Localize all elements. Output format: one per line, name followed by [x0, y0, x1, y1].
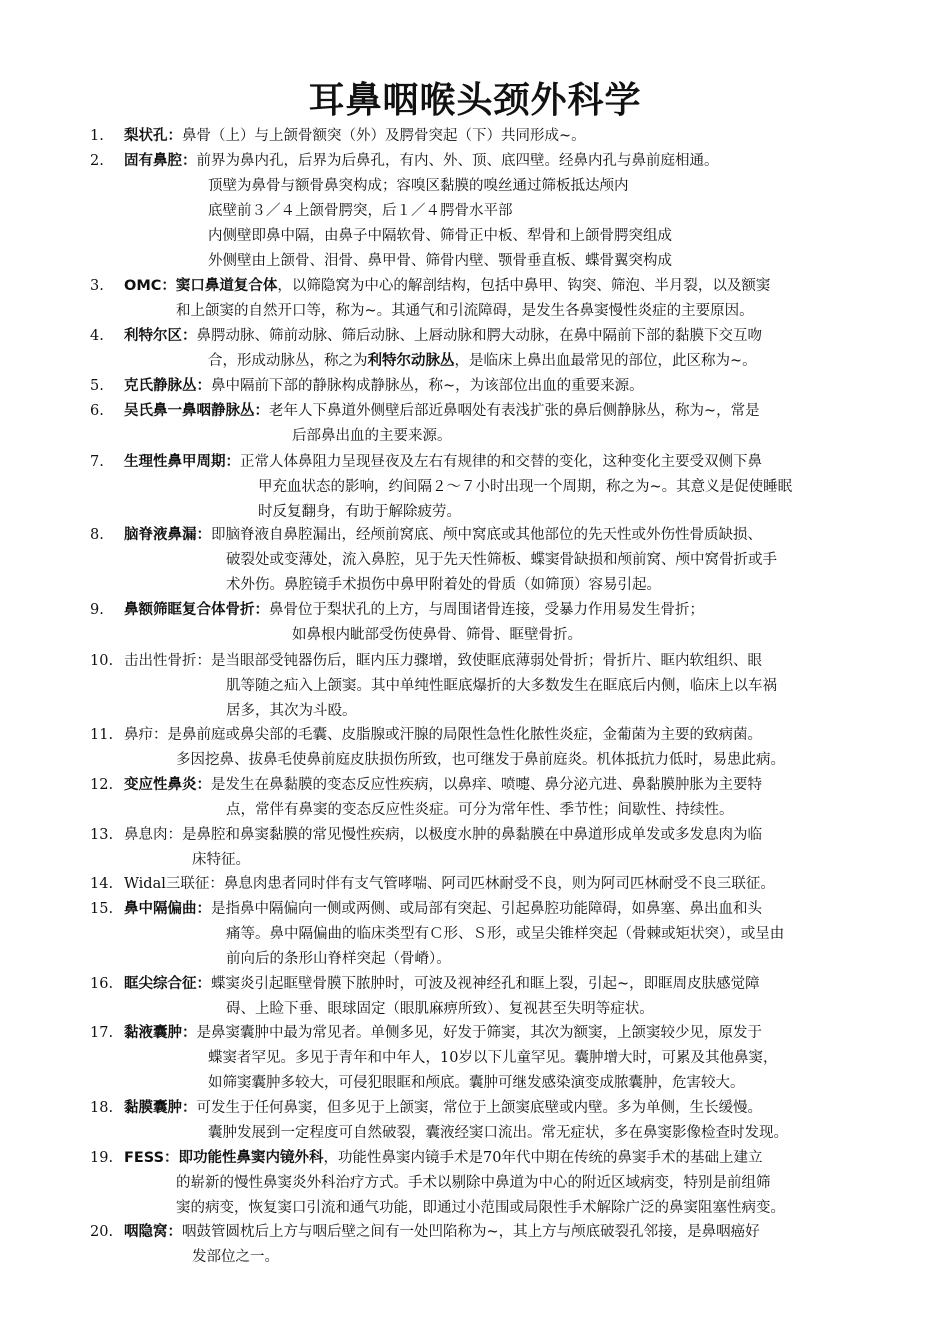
item-line: 窦的病变，恢复窦口引流和通气功能，即通过小范围或局限性手术解除广泛的鼻窦阻塞性病变。 [176, 1200, 785, 1216]
item-line: 底壁前３／４上颌骨腭突，后１／４腭骨水平部 [208, 203, 513, 219]
item-number: 17. [90, 1025, 114, 1041]
item-number: 1. [90, 128, 104, 144]
item-term: 鼻中隔偏曲： [124, 901, 211, 917]
item-number: 16. [90, 976, 114, 992]
item-emphasis: 利特尔动脉丛 [367, 353, 455, 369]
item-line: 可发生于任何鼻窦，但多见于上颌窦，常位于上颌窦底壁或内壁。多为单侧，生长缓慢。 [196, 1100, 762, 1116]
item-line: 是发生在鼻黏膜的变态反应性疾病，以鼻痒、喷嚏、鼻分泌亢进、鼻黏膜肿胀为主要特 [211, 777, 762, 793]
page-title: 耳鼻咽喉头颈外科学 [308, 80, 642, 121]
item-line: 是鼻腔和鼻窦黏膜的常见慢性疾病，以极度水肿的鼻黏膜在中鼻道形成单发或多发息肉为临 [182, 827, 762, 843]
item-line: 发部位之一。 [192, 1249, 279, 1265]
item-term: OMC：窦口鼻道复合体 [124, 278, 278, 294]
item-number: 9. [90, 602, 104, 618]
item-line: 即脑脊液自鼻腔漏出，经颅前窝底、颅中窝底或其他部位的先天性或外伤性骨质缺损、 [211, 527, 762, 543]
item-number: 3. [90, 278, 104, 294]
item-line: 鼻骨位于梨状孔的上方，与周围诸骨连接，受暴力作用易发生骨折； [269, 602, 704, 618]
item-line: 破裂处或变薄处，流入鼻腔，见于先天性筛板、蝶窦骨缺损和颅前窝、颅中窝骨折或手 [226, 552, 777, 568]
item-term: 变应性鼻炎： [124, 777, 211, 793]
item-line: 是鼻前庭或鼻尖部的毛囊、皮脂腺或汗腺的局限性急性化脓性炎症，金葡菌为主要的致病菌。 [167, 727, 762, 743]
item-line: 是指鼻中隔偏向一侧或两侧、或局部有突起、引起鼻腔功能障碍，如鼻塞、鼻出血和头 [211, 901, 762, 917]
item-number: 11. [90, 727, 114, 743]
item-line: 多因挖鼻、拔鼻毛使鼻前庭皮肤损伤所致，也可继发于鼻前庭炎。机体抵抗力低时，易患此病。 [176, 752, 785, 768]
item-line: ，是临床上鼻出血最常见的部位，此区称为~。 [454, 353, 757, 369]
item-line: 后部鼻出血的主要来源。 [292, 428, 452, 444]
item-line: 前向后的条形山脊样突起（骨嵴）。 [226, 951, 451, 967]
item-line: 外侧壁由上颌骨、泪骨、鼻甲骨、筛骨内壁、颚骨垂直板、蝶骨翼突构成 [208, 253, 672, 269]
item-term: 击出性骨折： [124, 653, 211, 669]
item-line: 时反复翻身，有助于解除疲劳。 [258, 504, 461, 520]
item-line: 的崭新的慢性鼻窦炎外科治疗方式。手术以剔除中鼻道为中心的附近区域病变，特别是前组筛 [176, 1175, 771, 1191]
item-line: 正常人体鼻阻力呈现昼夜及左右有规律的和交替的变化，这种变化主要受双侧下鼻 [240, 454, 762, 470]
item-line: 顶壁为鼻骨与额骨鼻突构成；容嗅区黏膜的嗅丝通过筛板抵达颅内 [208, 178, 629, 194]
item-number: 19. [90, 1150, 114, 1166]
item-line: ，以筛隐窝为中心的解剖结构，包括中鼻甲、钩突、筛泡、半月裂，以及额窦 [277, 278, 771, 294]
item-term: 鼻额筛眶复合体骨折： [124, 602, 269, 618]
item-line: 前界为鼻内孔，后界为后鼻孔，有内、外、顶、底四壁。经鼻内孔与鼻前庭相通。 [196, 153, 719, 169]
item-term: 脑脊液鼻漏： [124, 527, 211, 543]
item-term: 黏液囊肿： [124, 1025, 197, 1041]
item-line: 是当眼部受钝器伤后，眶内压力骤增，致使眶底薄弱处骨折；骨折片、眶内软组织、眼 [211, 653, 762, 669]
item-line: 和上颌窦的自然开口等，称为~。其通气和引流障碍，是发生各鼻窦慢性炎症的主要原因。 [176, 303, 754, 319]
item-number: 10. [90, 653, 114, 669]
item-number: 14. [90, 876, 114, 892]
item-line: 居多，其次为斗殴。 [226, 703, 357, 719]
item-line: 点，常伴有鼻窦的变态反应性炎症。可分为常年性、季节性；间歇性、持续性。 [226, 802, 734, 818]
item-term: 吴氏鼻一鼻咽静脉丛： [124, 403, 269, 419]
item-line: 鼻腭动脉、筛前动脉、筛后动脉、上唇动脉和腭大动脉，在鼻中隔前下部的黏膜下交互吻 [196, 328, 762, 344]
item-term: 鼻疖： [124, 727, 168, 743]
item-term: 眶尖综合征： [124, 976, 211, 992]
item-term: 鼻息肉： [124, 827, 182, 843]
item-term: 固有鼻腔： [124, 153, 197, 169]
item-line: 蝶窦者罕见。多见于青年和中年人，10岁以下儿童罕见。囊肿增大时，可累及其他鼻窦， [208, 1050, 778, 1066]
item-number: 7. [90, 454, 104, 470]
item-number: 12. [90, 777, 114, 793]
item-term: 利特尔区： [124, 328, 197, 344]
item-number: 5. [90, 378, 104, 394]
item-number: 18. [90, 1100, 114, 1116]
item-line: 老年人下鼻道外侧壁后部近鼻咽处有表浅扩张的鼻后侧静脉丛，称为~，常是 [269, 403, 760, 419]
item-line: 肌等随之疝入上颌窦。其中单纯性眶底爆折的大多数发生在眶底后内侧，临床上以车祸 [226, 678, 777, 694]
item-line: 如筛窦囊肿多较大，可侵犯眼眶和颅底。囊肿可继发感染演变成脓囊肿，危害较大。 [208, 1075, 745, 1091]
item-line: 甲充血状态的影响，约间隔２～７小时出现一个周期，称之为~。其意义是促使睡眠 [258, 479, 793, 495]
item-number: 20. [90, 1224, 114, 1240]
item-number: 6. [90, 403, 104, 419]
item-term: FESS：即功能性鼻窦内镜外科 [124, 1150, 324, 1166]
item-line: 蝶窦炎引起眶壁骨膜下脓肿时，可波及视神经孔和眶上裂，引起~，即眶周皮肤感觉障 [211, 976, 760, 992]
item-line: 痛等。鼻中隔偏曲的临床类型有Ｃ形、Ｓ形，或呈尖锥样突起（骨棘或矩状突），或呈由 [226, 926, 785, 942]
item-line: 床特征。 [192, 852, 250, 868]
item-line: 鼻骨（上）与上颌骨额突（外）及腭骨突起（下）共同形成~。 [182, 128, 586, 144]
item-term: Widal三联征： [124, 876, 224, 892]
item-line: 如鼻根内眦部受伤使鼻骨、筛骨、眶壁骨折。 [292, 627, 582, 643]
item-line: 咽鼓管圆枕后上方与咽后壁之间有一处凹陷称为~，其上方与颅底破裂孔邻接，是鼻咽癌好 [182, 1224, 760, 1240]
item-line: ，功能性鼻窦内镜手术是70年代中期在传统的鼻窦手术的基础上建立 [323, 1150, 763, 1166]
item-line: 合，形成动脉丛，称之为 [208, 353, 368, 369]
item-line: 碍、上睑下垂、眼球固定（眼肌麻痹所致）、复视甚至失明等症状。 [226, 1001, 654, 1017]
item-line: 是鼻窦囊肿中最为常见者。单侧多见，好发于筛窦，其次为额窦，上颌窦较少见，原发于 [196, 1025, 762, 1041]
item-term: 克氏静脉丛： [124, 378, 211, 394]
item-term: 咽隐窝： [124, 1224, 182, 1240]
item-number: 2. [90, 153, 104, 169]
item-number: 4. [90, 328, 104, 344]
item-number: 8. [90, 527, 104, 543]
item-term: 黏膜囊肿： [124, 1100, 197, 1116]
item-term: 生理性鼻甲周期： [124, 454, 240, 470]
item-line: 鼻息肉患者同时伴有支气管哮喘、阿司匹林耐受不良，则为阿司匹林耐受不良三联征。 [223, 876, 775, 892]
item-line: 内侧壁即鼻中隔，由鼻子中隔软骨、筛骨正中板、犁骨和上颌骨腭突组成 [208, 228, 672, 244]
item-line: 鼻中隔前下部的静脉构成静脉丛，称~，为该部位出血的重要来源。 [211, 378, 644, 394]
item-line: 术外伤。鼻腔镜手术损伤中鼻甲附着处的骨质（如筛顶）容易引起。 [226, 577, 661, 593]
item-line: 囊肿发展到一定程度可自然破裂，囊液经窦口流出。常无症状，多在鼻窦影像检查时发现。 [208, 1125, 788, 1141]
item-number: 13. [90, 827, 114, 843]
item-term: 梨状孔： [124, 128, 182, 144]
item-number: 15. [90, 901, 114, 917]
